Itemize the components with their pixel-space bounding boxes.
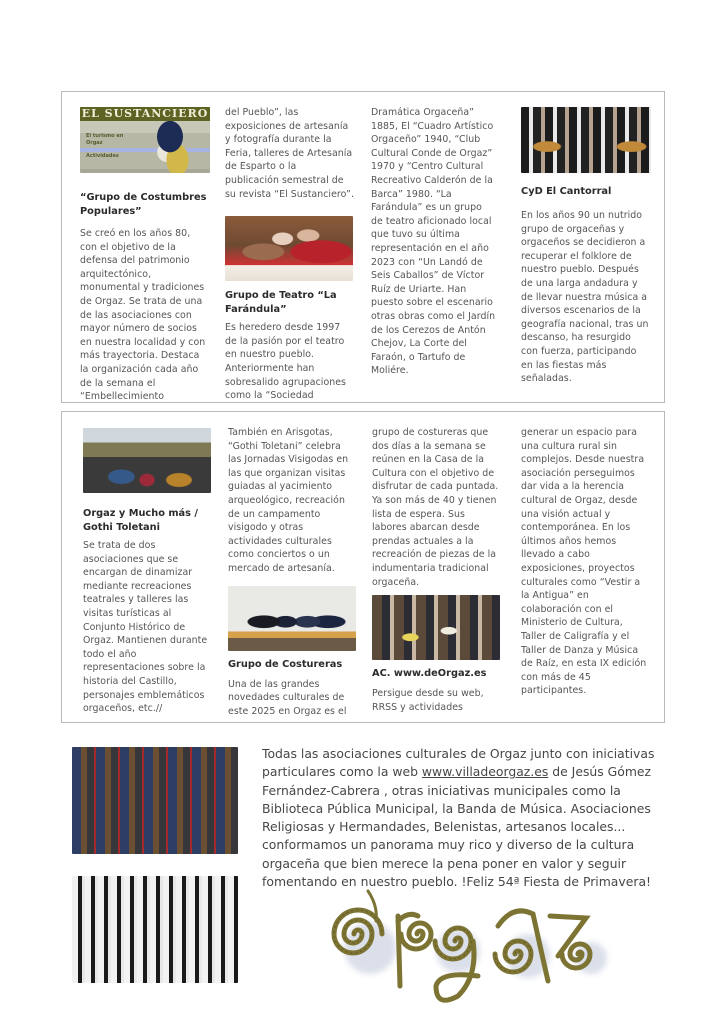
text-cantorral: En los años 90 un nutrido grupo de orgaceñas y orgaceños se decidieron a recuperar el folklore de nuestro pueblo. Después de una larga andadura y de llevar nuestra música a diversos escenarios de la geografía nacional, tras un descanso, ha resurgido con fuerza, participando en las fiestas más señaladas. — [521, 210, 649, 385]
villadeorgaz-link[interactable]: www.villadeorgaz.es — [421, 764, 549, 780]
deorgaz-members-image — [372, 595, 500, 660]
heading-costureras: Grupo de Costureras — [228, 658, 343, 670]
magazine-subtitle: El turismo en Orgaz — [86, 133, 124, 146]
cantorral-musicians-image — [521, 107, 651, 173]
column-deorgaz-continued — [521, 412, 652, 698]
closing-paragraph: Todas las asociaciones culturales de Orgaz junto con iniciativas particulares como la web www.villadeorgaz.es de Jesús Gómez Fernández-Cabrera , otras iniciativas municipales como la Biblioteca Pública Municipal, la Banda de Música. Asociaciones Religiosas y Hermandades, Belenistas, artesanos locales... conformamos un panorama muy rico y diverso de la cultura orgaceña que bien merece la pena poner en valor y seguir fomentando en nuestro pueblo. !Feliz 54ª Fiesta de Primavera! — [262, 746, 655, 890]
heading-gothi: Orgaz y Mucho más / Gothi Toletani — [83, 508, 198, 533]
text-deorgaz-continued: generar un espacio para una cultura rural sin complejos. Desde nuestra asociación perseguimos dar vida a la herencia cultural de Orgaz, desde una visión actual y contemporánea. En los últimos años hemos llevado a cabo exposiciones, proyectos culturales como “Vestir a la Antigua” en colaboración con el Ministerio de Cultura, Taller de Caligrafía y el Taller de Danza y Música de Raíz, en esta IX edición con más de 45 participantes. — [521, 427, 647, 697]
text-costumbres: Se creó en los años 80, con el objetivo de la defensa del patrimonio arquitectónico, monumental y tradiciones de Orgaz. Se trata de una de las asociaciones con mayor número de socios en nuestra localidad y con más trayectoria. Destaca la organización cada año de la semana el “Embellecimiento — [80, 228, 206, 403]
text-gothi: Se trata de dos asociaciones que se encargan de dinamizar mediante recreaciones teatrales y talleres las visitas turísticas al Conjunto Histórico de Orgaz. Mantienen durante todo el año representaciones sobre la historia del Castillo, personajes emblemáticos orgaceños, etc.// — [83, 540, 208, 715]
heading-teatro: Grupo de Teatro “La Farándula” — [225, 290, 337, 316]
text-gothi-continued: También en Arisgotas, “Gothi Toletani” celebra las Jornadas Visigodas en las que organizan visitas guiadas al yacimiento arqueológico, recreación de un campamento visigodo y otras actividades culturales como conciertos o un mercado de artesanía. — [228, 427, 349, 574]
sustanciero-cover-image — [80, 107, 210, 173]
orgaz-esparto-logo — [318, 886, 618, 1011]
associations-box-2 — [61, 411, 665, 723]
figure-illustration — [150, 121, 200, 173]
column-costureras — [228, 412, 359, 718]
heading-costumbres: “Grupo de Costumbres Populares” — [80, 192, 207, 217]
text-costureras-continued: grupo de costureras que dos días a la semana se reúnen en la Casa de la Cultura con el objetivo de disfrutar de cada puntada. Ya son más de 40 y tienen lista de espera. Sus labores abarcan desde prendas actuales a la recreación de piezas de la indumentaria tradicional orgaceña. — [372, 427, 499, 588]
text-costumbres-continued: del Pueblo”, las exposiciones de artesanía y fotografía durante la Feria, talleres de Artesanía de Esparto o la publicación semestral de su revista “El Sustanciero”. — [225, 107, 354, 200]
column-teatro — [225, 92, 356, 403]
magazine-section: Actividades — [86, 153, 119, 159]
belenistas-group-image — [72, 747, 238, 854]
guided-visit-image — [83, 428, 211, 493]
text-teatro-continued: Dramática Orgaceña” 1885, El “Cuadro Artístico Orgaceño” 1940, “Club Cultural Conde de Orgaz” 1970 y “Centro Cultural Recreativo Calderón de la Barca” 1980. “La Farándula” es un grupo de teatro aficionado local que tuvo su última representación en el año 2023 con “Un Landó de Seis Caballos” de Víctor Ruíz de Uriarte. Han puesto sobre el escenario otras obras como el Jardín de los Cerezos de Antón Chejov, La Corte del Faraón, o Tartufo de Moliére. — [371, 107, 496, 377]
column-costumbres — [80, 92, 211, 404]
magazine-masthead: EL SUSTANCIERO — [81, 107, 209, 120]
column-cantorral — [521, 92, 652, 386]
heading-cantorral: CyD El Cantorral — [521, 186, 612, 197]
music-band-parade-image — [72, 876, 238, 983]
text-costureras: Una de las grandes novedades culturales de este 2025 en Orgaz es el — [228, 678, 347, 717]
text-teatro: Es heredero desde 1997 de la pasión por el teatro en nuestro pueblo. Anteriormente han sobresalido agrupaciones como la “Sociedad — [225, 322, 346, 402]
column-deorgaz — [372, 412, 503, 714]
column-gothi — [83, 412, 214, 716]
associations-box-1 — [61, 91, 665, 403]
heading-deorgaz: AC. www.deOrgaz.es — [372, 668, 487, 680]
column-teatro-continued — [371, 92, 502, 378]
text-deorgaz: Persigue desde su web, RRSS y actividades — [372, 688, 484, 713]
teatro-farandula-image — [225, 216, 353, 281]
costureras-group-image — [228, 586, 356, 651]
